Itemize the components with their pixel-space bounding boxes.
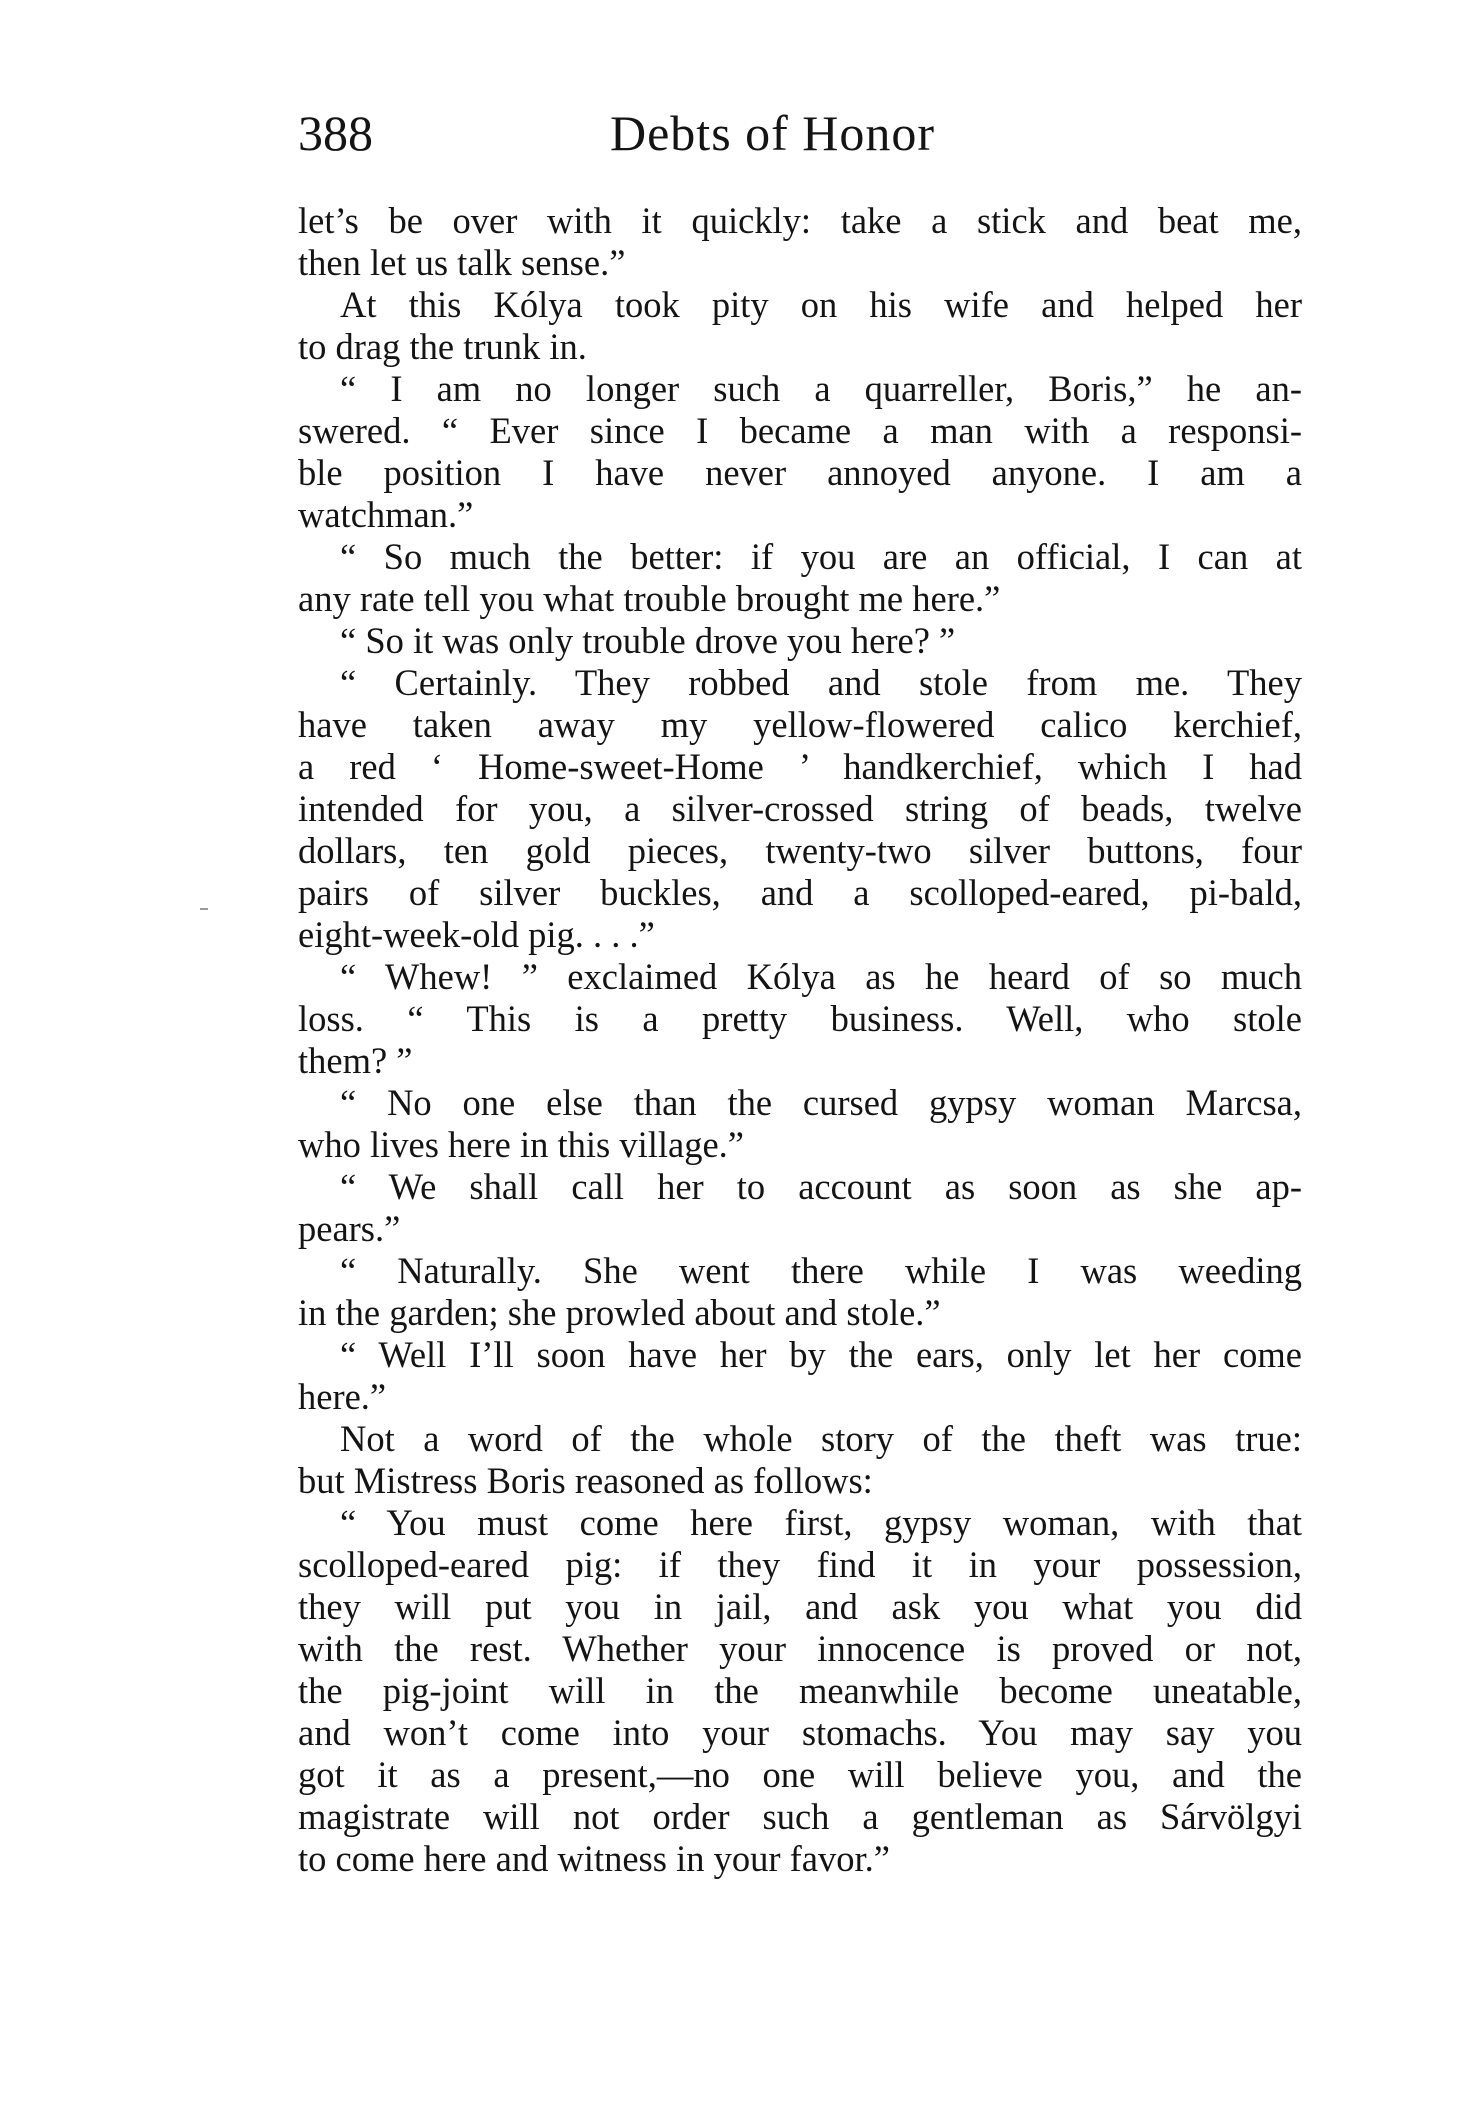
text-line: with the rest. Whether your innocence is proved or not, [298,1628,1302,1669]
text-line: Not a word of the whole story of the theft was true: [340,1418,1302,1459]
text-line: have taken away my yellow-flowered calico kerchief, [298,704,1302,745]
text-line: pairs of silver buckles, and a scolloped-eared, pi-bald, [298,872,1302,913]
running-head-title: Debts of Honor [610,105,936,161]
text-line: ble position I have never annoyed anyone. I am a [298,452,1302,493]
body-text [298,200,1302,1880]
text-line: “ I am no longer such a quarreller, Boris,” he an- [340,368,1302,409]
text-line: swered. “ Ever since I became a man with a responsi- [298,410,1302,451]
text-line: magistrate will not order such a gentleman as Sárvölgyi [298,1796,1302,1837]
text-line: got it as a present,—no one will believe you, and the [298,1754,1302,1795]
text-line: “ We shall call her to account as soon as she ap- [340,1166,1302,1207]
text-line: “ You must come here first, gypsy woman, with that [340,1502,1302,1543]
text-line: dollars, ten gold pieces, twenty-two silver buttons, four [298,830,1302,871]
text-line: to come here and witness in your favor.” [298,1838,890,1879]
text-line: loss. “ This is a pretty business. Well, who stole [298,998,1302,1039]
text-line: the pig-joint will in the meanwhile become uneatable, [298,1670,1302,1711]
text-line: pears.” [298,1208,401,1249]
page-number: 388 [298,105,373,161]
text-line: “ So it was only trouble drove you here? ” [340,620,956,661]
text-line: “ Certainly. They robbed and stole from me. They [340,662,1302,703]
text-line: here.” [298,1376,387,1417]
text-line: and won’t come into your stomachs. You may say you [298,1712,1302,1753]
text-line: scolloped-eared pig: if they find it in your possession, [298,1544,1302,1585]
text-line: “ Well I’ll soon have her by the ears, only let her come [340,1334,1302,1375]
text-line: then let us talk sense.” [298,242,626,283]
text-line: them? ” [298,1040,413,1081]
text-line: watchman.” [298,494,474,535]
text-line: to drag the trunk in. [298,326,587,367]
text-line: who lives here in this village.” [298,1124,745,1165]
text-line: in the garden; she prowled about and stole.” [298,1292,941,1333]
text-line: eight-week-old pig. . . .” [298,914,655,955]
text-line: any rate tell you what trouble brought me here.” [298,578,1001,619]
text-line: let’s be over with it quickly: take a stick and beat me, [298,200,1302,241]
text-line: intended for you, a silver-crossed string of beads, twelve [298,788,1302,829]
text-line: “ So much the better: if you are an official, I can at [340,536,1302,577]
margin-mark [200,908,208,910]
text-line: “ Naturally. She went there while I was weeding [340,1250,1302,1291]
text-line: “ Whew! ” exclaimed Kólya as he heard of so much [340,956,1302,997]
page-header [298,98,1298,168]
text-line: At this Kólya took pity on his wife and helped her [340,284,1302,325]
text-line: they will put you in jail, and ask you what you did [298,1586,1302,1627]
text-line: a red ‘ Home-sweet-Home ’ handkerchief, which I had [298,746,1302,787]
text-line: but Mistress Boris reasoned as follows: [298,1460,873,1501]
text-line: “ No one else than the cursed gypsy woman Marcsa, [340,1082,1302,1123]
